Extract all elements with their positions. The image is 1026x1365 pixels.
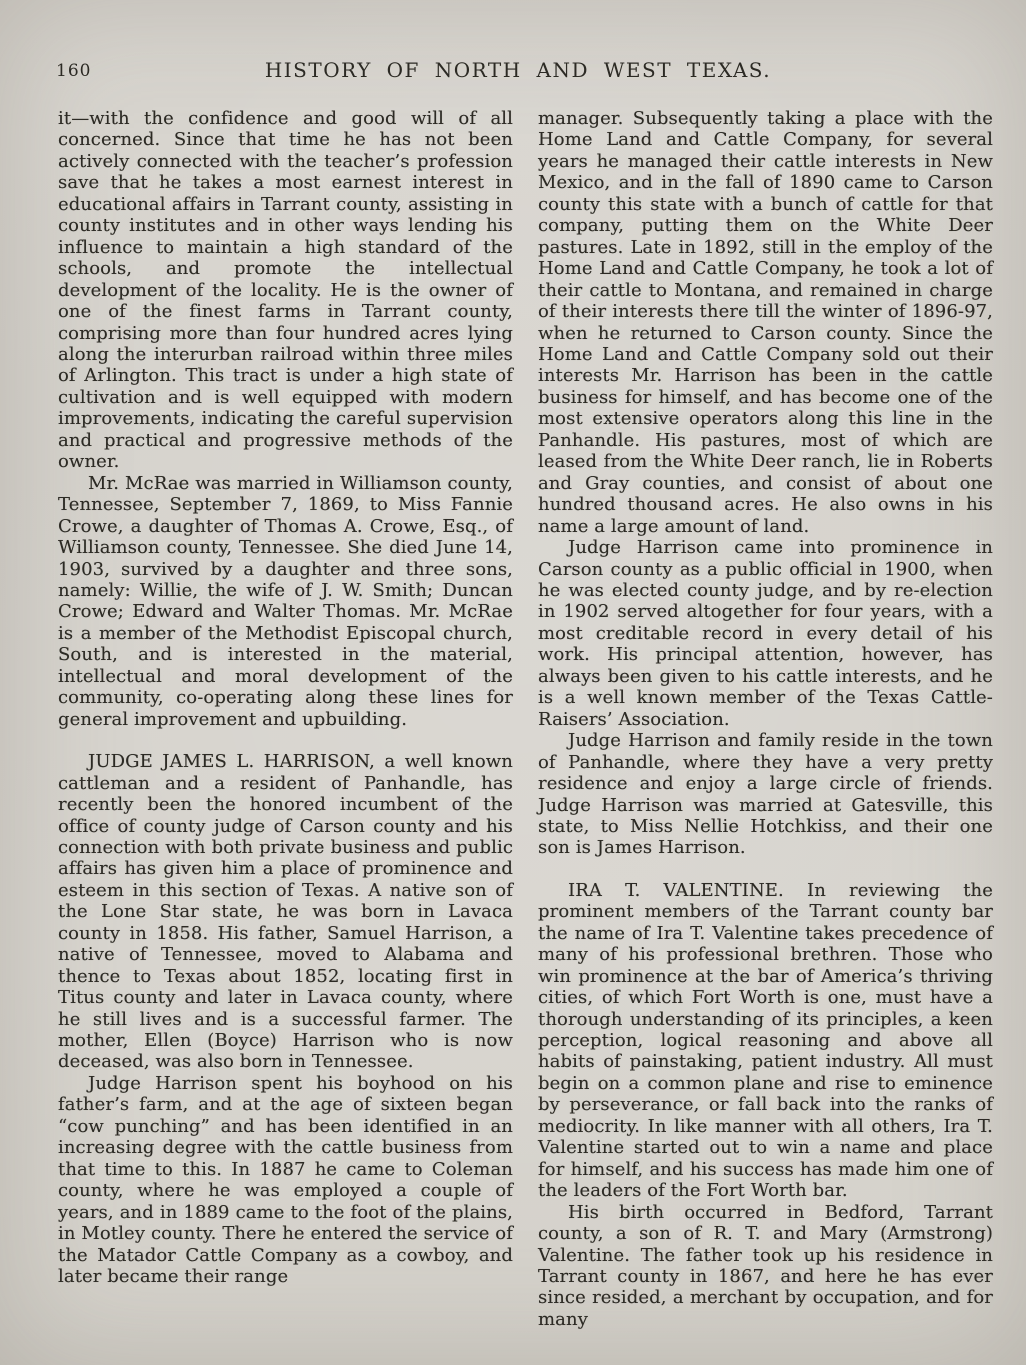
paragraph-ira-valentine-bio: IRA T. VALENTINE. In reviewing the prominent members of the Tarrant county bar the name of Ira T. Valentine takes precedence of many of his professional brethren. Those who win prominence at the bar of America’s thriving cities, of which Fort Worth is one, must have a thorough understanding of its principles, a keen perception, logical reasoning and above all habits of painstaking, patient industry. All must begin on a common plane and rise to eminence by perseverance, or fall back into the ranks of mediocrity. In like manner with all others, Ira T. Valentine started out to win a name and place for himself, and his success has made him one of the leaders of the Fort Worth bar. bbox=[538, 879, 993, 1202]
paragraph-judge-harrison-bio: JUDGE JAMES L. HARRISON, a well known cattleman and a resident of Panhandle, has recently been the honored incumbent of the office of county judge of Carson county and his connection with both private business and public affairs has given him a place of prominence and esteem in this section of Texas. A native son of the Lone Star state, he was born in Lavaca county in 1858. His father, Samuel Harrison, a native of Tennessee, moved to Alabama and thence to Texas about 1852, locating first in Titus county and later in Lavaca county, where he still lives and is a successful farmer. The mother, Ellen (Boyce) Harrison who is now deceased, was also born in Tennessee. bbox=[58, 751, 513, 1073]
paragraph-harrison-family: Judge Harrison and family reside in the town of Panhandle, where they have a very pretty residence and enjoy a large circle of friends. Judge Harrison was married at Gatesville, this state, to Miss Nellie Hotchkiss, and their one son is James Harrison. bbox=[538, 730, 993, 859]
left-column bbox=[58, 108, 513, 1330]
paragraph-harrison-boyhood: Judge Harrison spent his boyhood on his father’s farm, and at the age of sixteen began “cow punching” and has been identified in an increasing degree with the cattle business from that time to this. In 1887 he came to Coleman county, where he was employed a couple of years, and in 1889 came to the foot of the plains, in Motley county. There he entered the service of the Matador Cattle Company as a cowboy, and later became their range bbox=[58, 1072, 513, 1288]
running-header bbox=[56, 58, 980, 84]
paragraph-mcrae-marriage: Mr. McRae was married in Williamson county, Tennessee, September 7, 1869, to Miss Fannie Crowe, a daughter of Thomas A. Crowe, Esq., of Williamson county, Tennessee. She died June 14, 1903, survived by a daughter and three sons, namely: Willie, the wife of J. W. Smith; Duncan Crowe; Edward and Walter Thomas. Mr. McRae is a member of the Methodist Episcopal church, South, and is interested in the material, intellectual and moral development of the community, co-operating along these lines for general improvement and upbuilding. bbox=[58, 472, 513, 730]
text-columns bbox=[58, 108, 993, 1330]
right-column bbox=[538, 108, 993, 1330]
paragraph-harrison-prominence: Judge Harrison came into prominence in Carson county as a public official in 1900, when he was elected county judge, and by re-election in 1902 served altogether for four years, with a most creditable record in every detail of his work. His principal attention, however, has always been given to his cattle interests, and he is a well known member of the Texas Cattle-Raisers’ Association. bbox=[538, 537, 993, 730]
paragraph-continuation: it—with the confidence and good will of all concerned. Since that time he has not been actively connected with the teacher’s profession save that he takes a most earnest interest in educational affairs in Tarrant county, assisting in county institutes and in other ways lending his influence to maintain a high standard of the schools, and promote the intellectual development of the locality. He is the owner of one of the finest farms in Tarrant county, comprising more than four hundred acres lying along the interurban railroad within three miles of Arlington. This tract is under a high state of cultivation and is well equipped with modern improvements, indicating the careful supervision and practical and progressive methods of the owner. bbox=[58, 108, 513, 473]
paragraph-valentine-birth: His birth occurred in Bedford, Tarrant county, a son of R. T. and Mary (Armstrong) Valentine. The father took up his residence in Tarrant county in 1867, and here he has ever since resided, a merchant by occupation, and for many bbox=[538, 1201, 993, 1330]
page-number: 160 bbox=[56, 61, 92, 81]
page-title: HISTORY OF NORTH AND WEST TEXAS. bbox=[264, 58, 772, 82]
paragraph-continuation: manager. Subsequently taking a place with the Home Land and Cattle Company, for several years he managed their cattle interests in New Mexico, and in the fall of 1890 came to Carson county this state with a bunch of cattle for that company, putting them on the White Deer pastures. Late in 1892, still in the employ of the Home Land and Cattle Company, he took a lot of their cattle to Montana, and remained in charge of their interests there till the winter of 1896-97, when he returned to Carson county. Since the Home Land and Cattle Company sold out their interests Mr. Harrison has been in the cattle business for himself, and has become one of the most extensive operators along this line in the Panhandle. His pastures, most of which are leased from the White Deer ranch, lie in Roberts and Gray counties, and consist of about one hundred thousand acres. He also owns in his name a large amount of land. bbox=[538, 108, 993, 537]
